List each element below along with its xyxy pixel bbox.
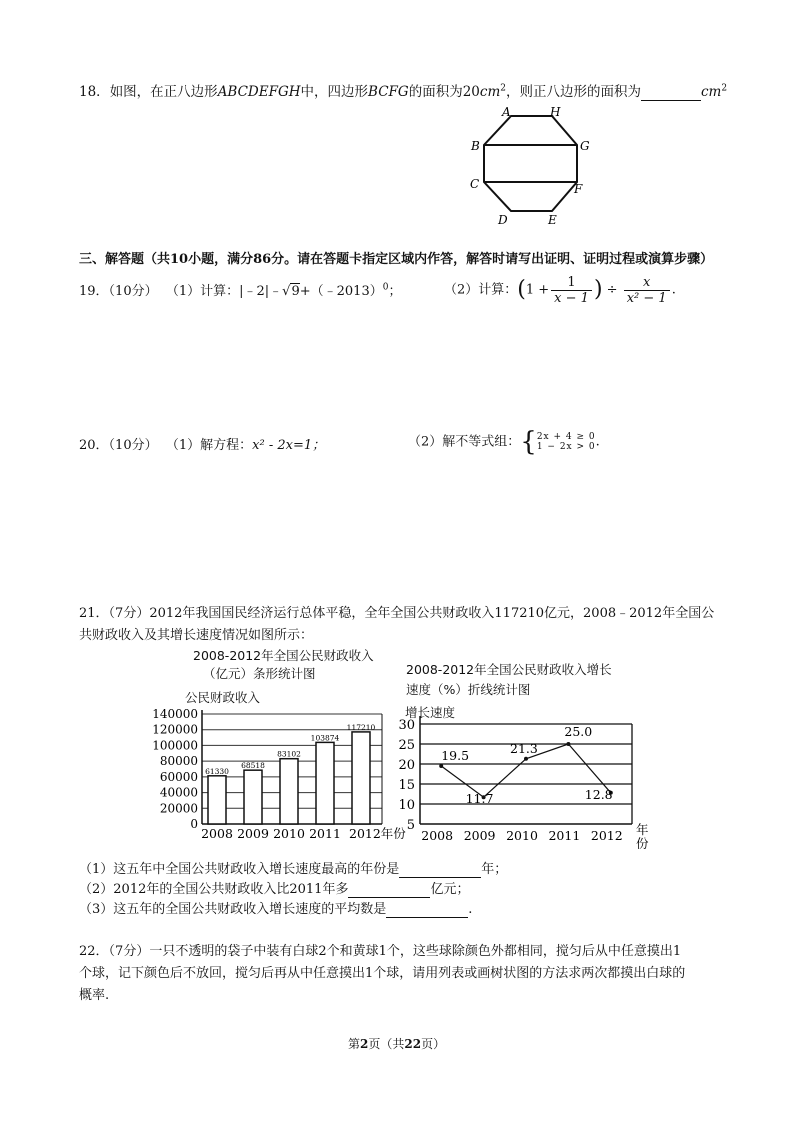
q20-p2-end: . bbox=[595, 434, 600, 450]
line-value-label: 25.0 bbox=[564, 724, 593, 739]
bar-y-tick-label: 40000 bbox=[159, 785, 198, 800]
q20-part1 bbox=[79, 434, 325, 453]
bar-chart bbox=[150, 700, 406, 850]
line-x-unit-label-top: 年 bbox=[636, 822, 649, 837]
q19-p1-expr-b: +（﹣2013） bbox=[299, 284, 383, 299]
bar-value-label: 117210 bbox=[346, 722, 376, 732]
line-x-tick-label: 2009 bbox=[463, 828, 496, 843]
bar-chart-ylabel: 公民财政收入 bbox=[185, 690, 261, 705]
q18-text bbox=[79, 80, 727, 101]
q21-intro-line-2: 共财政收入及其增长速度情况如图所示： bbox=[79, 628, 314, 643]
q19-frac2-numerator: x bbox=[624, 275, 670, 291]
q18-text-3: 的面积为20 bbox=[408, 84, 480, 100]
line-point-2011 bbox=[566, 742, 570, 746]
bar-y-tick-label: 0 bbox=[190, 817, 198, 831]
vertex-label-h: H bbox=[550, 105, 561, 119]
section-3-heading: 三、解答题（共10小题，满分86分。请在答题卡指定区域内作答，解答时请写出证明、证明过程或演算步骤） bbox=[79, 252, 714, 267]
q21-sub3 bbox=[79, 898, 472, 918]
q21-sub1-end: 年； bbox=[481, 862, 508, 877]
footer-text-a: 第 bbox=[348, 1037, 361, 1051]
octagon-figure bbox=[462, 104, 602, 230]
bar-value-label: 103874 bbox=[310, 733, 340, 743]
q19-p2-one: 1 + bbox=[525, 282, 550, 298]
bar-x-tick-label: 2011 bbox=[309, 826, 341, 841]
q21-sub1-blank[interactable] bbox=[399, 862, 481, 878]
q18-number: 18． bbox=[79, 84, 110, 100]
bar-value-label: 68518 bbox=[241, 761, 265, 771]
bar-x-tick-label: 2012年份 bbox=[349, 826, 406, 841]
vertex-label-c: C bbox=[470, 177, 480, 191]
bar-2009 bbox=[244, 770, 262, 824]
bar-2010 bbox=[280, 759, 298, 824]
q18-text-2: 中，四边形 bbox=[300, 84, 369, 100]
q18-sup-1: 2 bbox=[500, 83, 506, 94]
line-chart-title-1: 2008-2012年全国公民财政收入增长 bbox=[406, 662, 612, 677]
q21-sub2-blank[interactable] bbox=[348, 882, 430, 898]
octagon-outline bbox=[484, 116, 577, 211]
bar-y-tick-label: 80000 bbox=[159, 754, 198, 769]
q18-quad-name: BCFG bbox=[368, 84, 409, 100]
line-x-tick-label: 2012 bbox=[590, 828, 623, 843]
line-value-label: 12.8 bbox=[584, 786, 613, 802]
q21-sub2-text: （2）2012年的全国公共财政收入比2011年多 bbox=[79, 882, 349, 897]
inequality-system bbox=[537, 432, 596, 452]
inequality-line-1: 2x + 4 ≥ 0 bbox=[536, 432, 596, 442]
line-y-tick-label: 25 bbox=[398, 738, 415, 753]
footer-text-c: 页） bbox=[421, 1037, 446, 1051]
bar-x-tick-label: 2009 bbox=[237, 826, 269, 841]
q19-fraction-1 bbox=[551, 275, 592, 306]
q21-sub2 bbox=[79, 878, 469, 898]
q22-line-1: 22．（7分）一只不透明的袋子中装有白球2个和黄球1个，这些球除颜色外都相同，搅匀后从中任意摸出1 bbox=[79, 944, 682, 959]
q19-fraction-2 bbox=[624, 275, 670, 306]
footer-text-b: 页（共 bbox=[368, 1037, 405, 1051]
vertex-label-a: A bbox=[502, 105, 511, 119]
inequality-line-2: 1 − 2x > 0 bbox=[536, 442, 596, 452]
q21-sub3-end: . bbox=[468, 902, 473, 917]
line-point-2010 bbox=[524, 757, 528, 761]
vertex-label-b: B bbox=[471, 139, 480, 153]
bar-2008 bbox=[208, 776, 226, 824]
line-y-tick-label: 30 bbox=[398, 718, 415, 733]
vertex-label-f: F bbox=[574, 182, 583, 196]
q21-sub2-end: 亿元； bbox=[430, 882, 470, 897]
q20-number: 20．（10分） bbox=[79, 438, 158, 453]
line-x-tick-label: 2008 bbox=[421, 828, 454, 843]
bar-value-label: 83102 bbox=[277, 749, 301, 759]
q22-line-2: 个球，记下颜色后不放回，搅匀后再从中任意摸出1个球，请用列表或画树状图的方法求两次都摸出白球的 bbox=[79, 966, 686, 981]
q19-p2-end: . bbox=[671, 282, 676, 298]
q21-sub3-blank[interactable] bbox=[386, 902, 468, 918]
q19-p1-expr-a: |﹣2|﹣ bbox=[239, 284, 283, 299]
bar-x-tick-label: 2008 bbox=[201, 826, 233, 841]
q20-p1-label: （1）解方程： bbox=[165, 438, 253, 453]
paren-close: ) bbox=[593, 277, 603, 302]
bar-y-tick-label: 120000 bbox=[152, 722, 198, 737]
q18-unit-1: cm bbox=[479, 84, 501, 100]
q21-sub3-text: （3）这五年的全国公共财政收入增长速度的平均数是 bbox=[79, 902, 387, 917]
line-value-label: 21.3 bbox=[510, 740, 538, 756]
bar-y-tick-label: 100000 bbox=[152, 738, 198, 753]
q20-p1-equation: x² - 2x=1； bbox=[252, 438, 326, 453]
q18-sup-2: 2 bbox=[721, 83, 728, 94]
q19-p1-exponent: 0 bbox=[382, 282, 389, 293]
bar-y-tick-label: 20000 bbox=[159, 801, 198, 816]
q18-answer-blank[interactable] bbox=[641, 84, 701, 101]
q19-p1-end: ； bbox=[388, 284, 402, 299]
vertex-label-g: G bbox=[580, 139, 590, 153]
line-chart-ylabel: 增长速度 bbox=[405, 705, 456, 720]
q21-sub1-text: （1）这五年中全国公共财政收入增长速度最高的年份是 bbox=[79, 862, 400, 877]
bar-y-tick-label: 60000 bbox=[159, 769, 198, 784]
q18-text-1: 如图，在正八边形 bbox=[109, 84, 218, 100]
q18-unit-2: cm bbox=[701, 84, 722, 100]
line-y-tick-label: 15 bbox=[398, 778, 415, 793]
q19-frac1-numerator: 1 bbox=[551, 275, 592, 291]
q19-number: 19．（10分） bbox=[79, 284, 158, 299]
q19-divide-sign: ÷ bbox=[606, 282, 618, 298]
q19-part2 bbox=[444, 270, 676, 310]
line-y-tick-label: 5 bbox=[406, 818, 415, 833]
q19-frac1-denominator: x − 1 bbox=[554, 290, 589, 306]
q18-octagon-name: ABCDEFGH bbox=[217, 84, 301, 100]
q19-p1-radicand: 9 bbox=[291, 284, 300, 299]
q20-p2-label: （2）解不等式组： bbox=[408, 434, 521, 450]
footer-page-total: 22 bbox=[404, 1037, 422, 1051]
bar-y-tick-label: 140000 bbox=[152, 707, 198, 721]
bar-value-label: 61330 bbox=[205, 766, 229, 776]
q19-p2-label: （2）计算： bbox=[444, 282, 518, 298]
q21-intro-line-1: 21．（7分）2012年我国国民经济运行总体平稳，全年全国公共财政收入117210亿元，2008﹣2012年全国公 bbox=[79, 606, 715, 621]
bar-2012 bbox=[352, 732, 370, 824]
q18-text-4: ，则正八边形的面积为 bbox=[506, 84, 641, 100]
bar-x-tick-label: 2010 bbox=[273, 826, 305, 841]
bar-chart-title-2: （亿元）条形统计图 bbox=[203, 666, 316, 681]
line-y-tick-label: 10 bbox=[398, 798, 415, 813]
line-value-label: 19.5 bbox=[441, 748, 470, 763]
line-x-unit-label-bottom: 份 bbox=[636, 836, 649, 851]
bar-2011 bbox=[316, 742, 334, 824]
bar-chart-title-1: 2008-2012年全国公民财政收入 bbox=[193, 648, 374, 663]
q19-p1-label: （1）计算： bbox=[165, 284, 240, 299]
paren-open: ( bbox=[517, 277, 526, 302]
line-x-tick-label: 2010 bbox=[506, 828, 538, 843]
line-value-label: 11.7 bbox=[465, 791, 494, 807]
line-chart bbox=[392, 714, 652, 856]
line-x-tick-label: 2011 bbox=[548, 828, 581, 843]
q19-frac2-denominator: x² − 1 bbox=[626, 290, 667, 306]
footer-page-number: 2 bbox=[360, 1037, 369, 1051]
q21-sub1 bbox=[79, 858, 507, 878]
line-point-2008 bbox=[439, 764, 443, 768]
system-brace: { bbox=[520, 427, 537, 457]
vertex-label-d: D bbox=[498, 213, 508, 227]
page-footer bbox=[348, 1035, 445, 1052]
line-chart-title-2: 速度（%）折线统计图 bbox=[406, 682, 531, 697]
q19-part1 bbox=[79, 280, 401, 299]
vertex-label-e: E bbox=[548, 213, 557, 227]
q22-line-3: 概率. bbox=[79, 988, 110, 1003]
line-y-tick-label: 20 bbox=[398, 758, 415, 773]
q20-part2 bbox=[408, 426, 600, 458]
sqrt-sign: √ bbox=[282, 284, 291, 299]
